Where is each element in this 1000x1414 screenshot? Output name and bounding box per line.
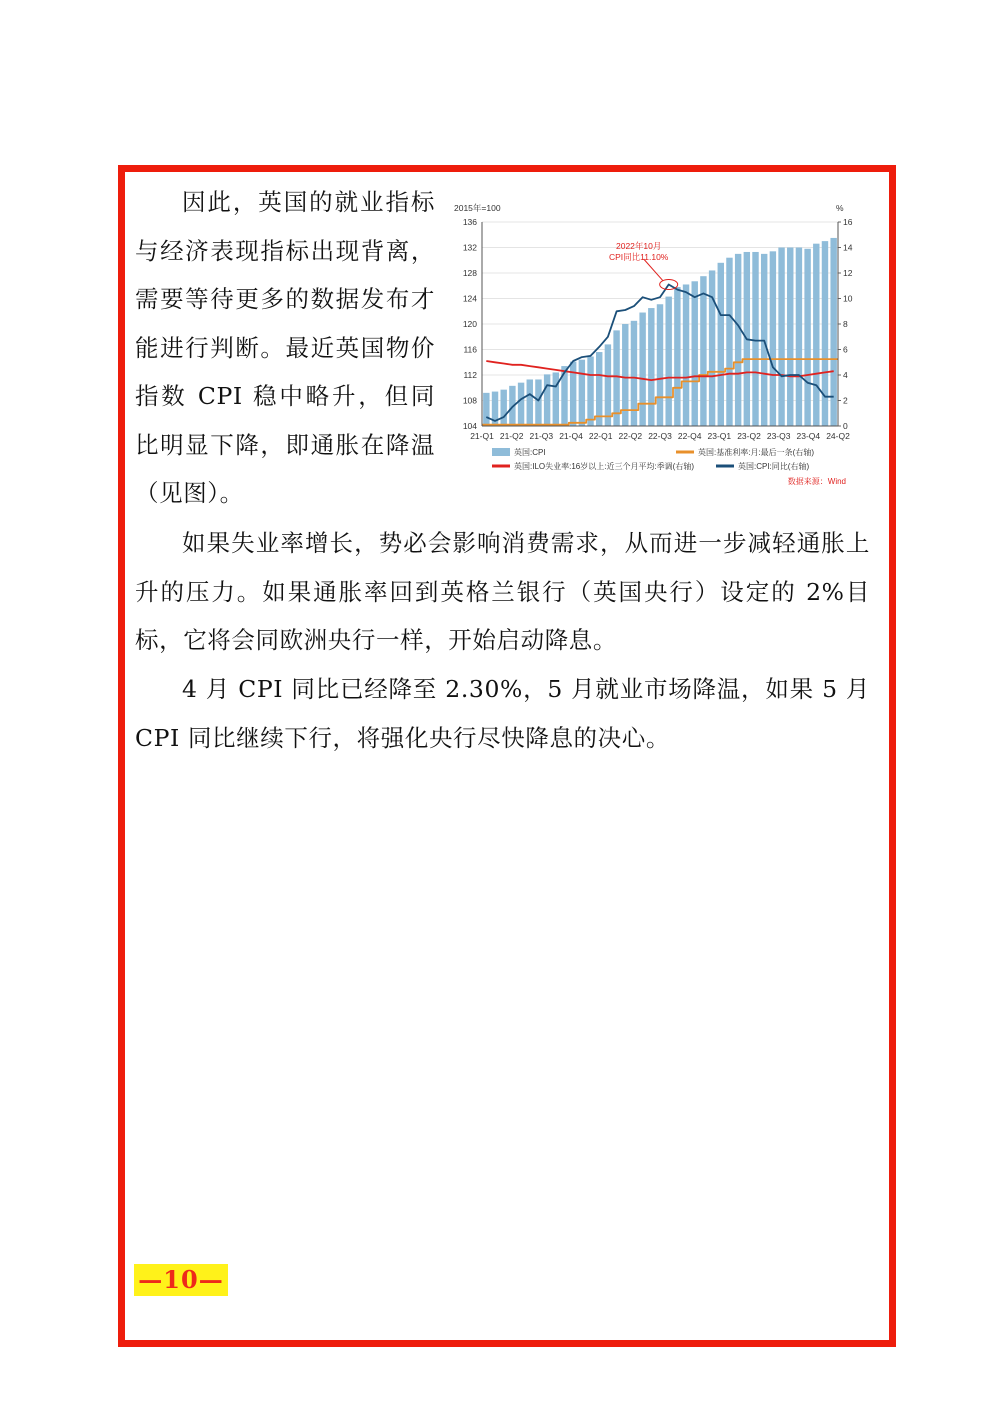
cpi-bar [535, 379, 541, 426]
left-tick-label: 112 [463, 370, 477, 380]
x-tick-label: 21-Q2 [499, 431, 524, 441]
left-axis-title: 2015年=100 [454, 203, 501, 213]
cpi-bar [596, 352, 602, 426]
x-tick-label: 21-Q3 [529, 431, 554, 441]
chart-source-note: 数据来源：Wind [787, 477, 846, 486]
cpi-bar [579, 360, 585, 426]
cpi-bar [674, 287, 680, 426]
right-tick-label: 4 [843, 370, 848, 380]
x-tick-label: 23-Q4 [796, 431, 821, 441]
cpi-bar [752, 252, 758, 426]
cpi-bar [813, 244, 819, 426]
cpi-bar [735, 254, 741, 426]
x-tick-label: 23-Q1 [707, 431, 732, 441]
body-paragraph-1: 因此，英国的就业指标与经济表现指标出现背离，需要等待更多的数据发布才能进行判断。最近英国物价指数 CPI 稳中略升，但同比明显下降，即通胀在降温（见图）。 [135, 188, 435, 507]
cpi-bar [778, 248, 784, 427]
cpi-bar [657, 304, 663, 426]
uk-cpi-chart [440, 196, 860, 492]
x-tick-label: 21-Q1 [470, 431, 494, 441]
left-tick-label: 108 [462, 395, 477, 406]
cpi-bar [830, 238, 836, 426]
cpi-bar [483, 393, 489, 426]
cpi-bar [709, 270, 715, 426]
cpi-bar [683, 284, 689, 426]
x-tick-label: 21-Q4 [559, 431, 583, 441]
left-tick-label: 128 [462, 268, 477, 278]
cpi-bar [587, 357, 593, 426]
cpi-bar [527, 379, 533, 426]
cpi-bar [500, 390, 506, 426]
cpi-bar [770, 251, 776, 426]
cpi-bar [665, 297, 671, 426]
cpi-bar [822, 241, 828, 426]
cpi-bar [787, 248, 793, 427]
annotation-text: 2022年10月 [615, 241, 662, 251]
x-tick-label: 24-Q2 [826, 431, 850, 441]
left-tick-label: 116 [463, 344, 477, 355]
left-tick-label: 124 [462, 293, 477, 304]
cpi-bar [726, 258, 732, 426]
page-number: —10— [134, 1264, 228, 1296]
right-tick-label: 16 [843, 217, 853, 227]
left-tick-label: 104 [462, 421, 477, 431]
cpi-bar [605, 344, 611, 426]
x-tick-label: 22-Q1 [588, 431, 613, 441]
left-tick-label: 132 [462, 242, 477, 253]
cpi-bar [544, 374, 550, 426]
right-tick-label: 8 [843, 319, 848, 329]
cpi-bar [553, 372, 559, 426]
left-tick-label: 120 [462, 319, 477, 329]
body-paragraph-3: 4 月 CPI 同比已经降至 2.30%，5 月就业市场降温，如果 5 月 CPI 同比继续下行，将强化央行尽快降息的决心。 [135, 675, 870, 752]
right-tick-label: 14 [843, 242, 853, 253]
cpi-bar [613, 330, 619, 426]
left-tick-label: 136 [462, 217, 477, 227]
x-tick-label: 22-Q4 [677, 431, 702, 441]
right-tick-label: 6 [843, 344, 848, 355]
annotation-arrow [644, 259, 663, 280]
cpi-bar [804, 249, 810, 426]
chart-svg [440, 196, 860, 492]
legend-label: 英国:CPI [514, 448, 546, 457]
x-tick-label: 23-Q3 [766, 431, 791, 441]
cpi-bar [796, 248, 802, 427]
legend-label: 英国:CPI:同比(右轴) [738, 462, 810, 471]
legend-label: 英国:基准利率:月:最后一条(右轴) [698, 448, 814, 457]
x-tick-label: 22-Q2 [618, 431, 643, 441]
cpi-bar [639, 313, 645, 426]
right-tick-label: 12 [843, 268, 853, 278]
annotation-text: CPI同比11.10% [608, 252, 669, 262]
cpi-bar [692, 281, 698, 426]
right-tick-label: 10 [843, 293, 853, 304]
cpi-bar [518, 383, 524, 426]
x-tick-label: 23-Q2 [737, 431, 761, 441]
cpi-bar [718, 263, 724, 426]
legend-swatch [492, 448, 510, 456]
body-paragraph-2: 如果失业率增长，势必会影响消费需求，从而进一步减轻通胀上升的压力。如果通胀率回到英格兰银行（英国央行）设定的 2%目标，它将会同欧洲央行一样，开始启动降息。 [135, 529, 870, 654]
legend-label: 英国:ILO失业率:16岁以上:近三个月平均:季调(右轴) [514, 462, 695, 471]
cpi-bar [648, 308, 654, 426]
right-axis-title: % [836, 203, 844, 213]
cpi-bar [700, 276, 706, 426]
x-tick-label: 22-Q3 [648, 431, 672, 441]
right-tick-label: 2 [843, 395, 848, 406]
right-tick-label: 0 [843, 421, 848, 431]
